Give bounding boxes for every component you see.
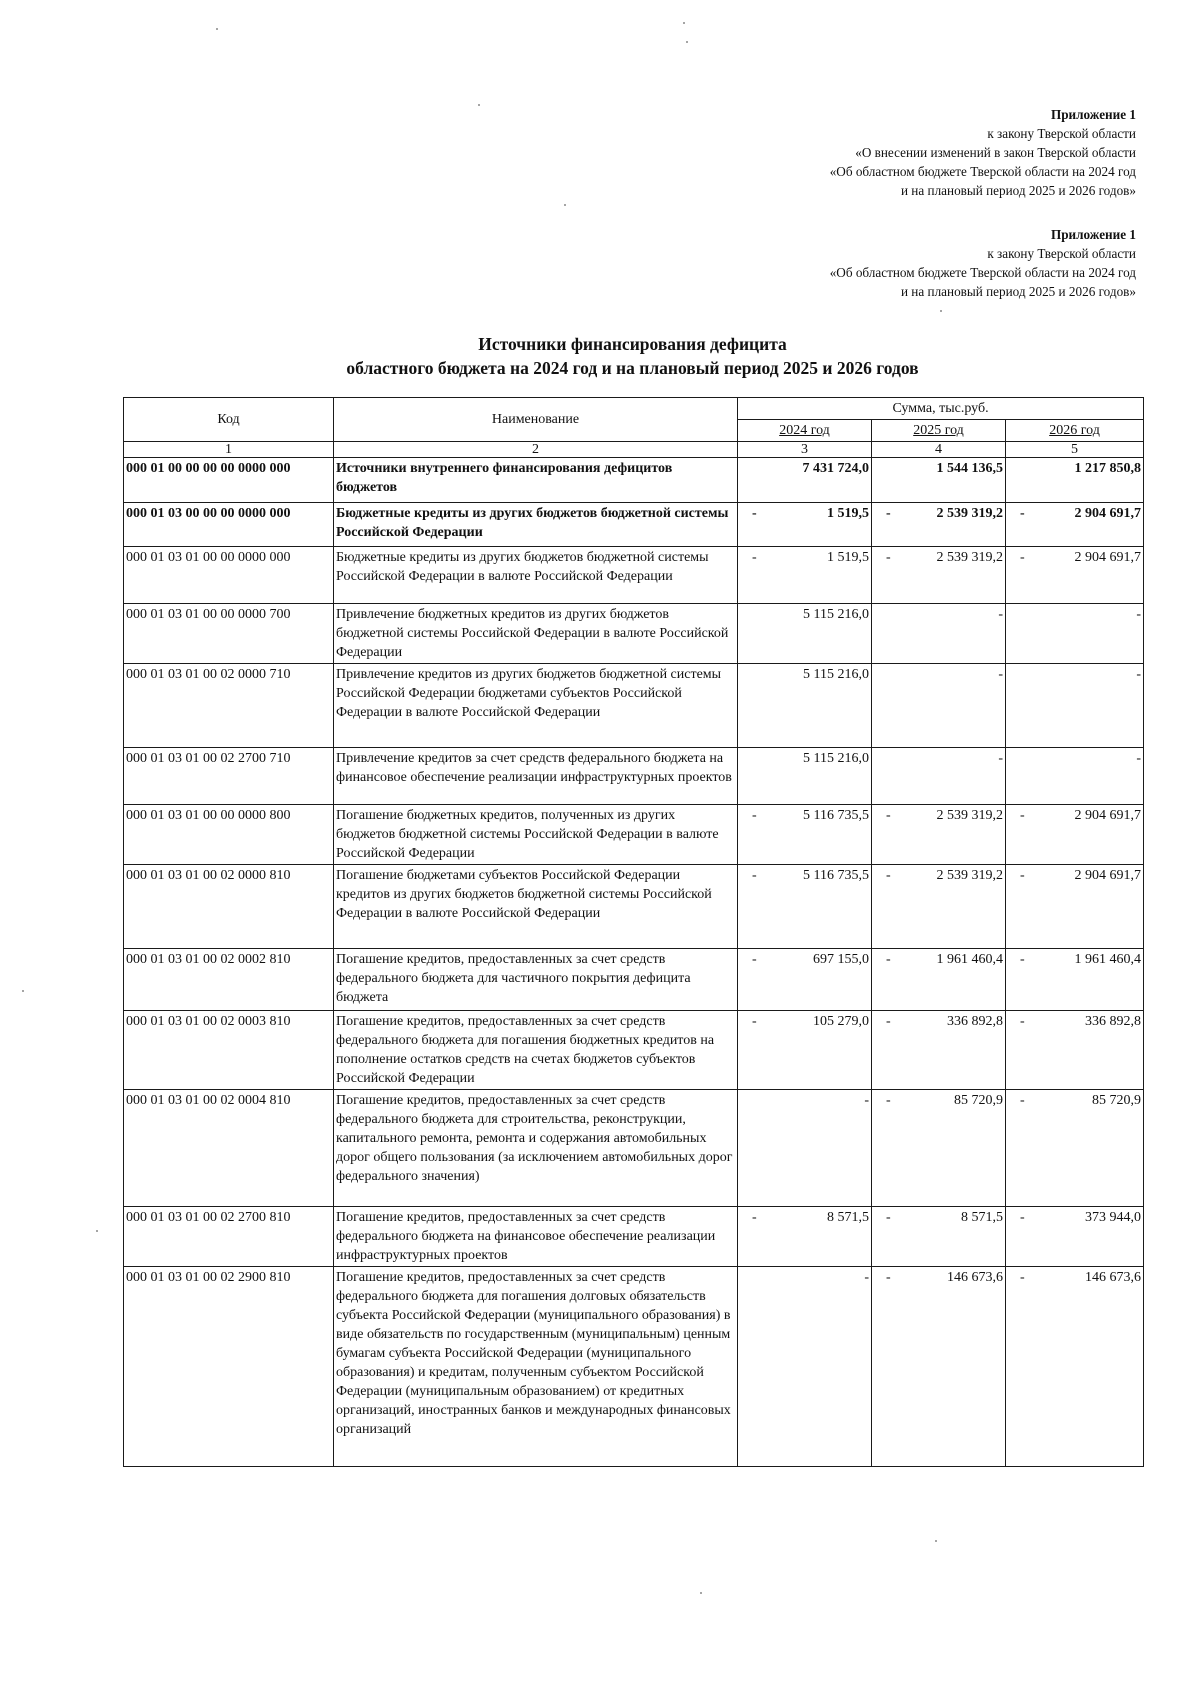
amount-2025 [872,458,1006,503]
row-code: 000 01 03 01 00 02 0000 710 [124,664,334,748]
amount-value: 2 904 691,7 [1074,506,1142,521]
negative-sign: - [886,550,891,565]
row-code: 000 01 03 01 00 02 0002 810 [124,949,334,1011]
year-label: 2024 год [779,423,830,438]
table-row [124,748,1144,805]
negative-sign: - [752,506,757,521]
scan-speck [564,204,566,206]
amount-2026 [1006,1267,1144,1467]
scan-speck [683,22,685,24]
amount-2024 [738,458,872,503]
appendix-line: к закону Тверской области [987,246,1136,261]
amount-2024 [738,805,872,865]
amount-value: 146 673,6 [1085,1270,1142,1285]
amount-value: 85 720,9 [954,1093,1003,1108]
amount-2025 [872,503,1006,547]
amount-2024 [738,503,872,547]
document-title-line: областного бюджета на 2024 год и на плановый период 2025 и 2026 годов [346,358,919,378]
amount-2026 [1006,664,1144,748]
amount-value: 2 539 319,2 [936,550,1003,565]
document-title [120,332,1145,380]
amount-value: 146 673,6 [947,1270,1003,1285]
amount-value: 336 892,8 [1085,1014,1142,1029]
appendix-line: и на плановый период 2025 и 2026 годов» [900,183,1136,198]
scan-speck [22,990,24,992]
column-header-2025 [872,420,1006,442]
row-name: Погашение кредитов, предоставленных за счет средств федерального бюджета для строительства, реконструкции, капитального ремонта, ремонта и содержания автомобильных дорог общего пользования (за исключением автомобильных дорог федерального значения) [334,1090,738,1207]
row-name: Погашение кредитов, предоставленных за счет средств федерального бюджета для погашения бюджетных кредитов на пополнение остатков средств на счетах бюджетов субъектов Российской Федерации [334,1011,738,1090]
negative-sign: - [1020,1270,1025,1285]
amount-value: 2 539 319,2 [936,506,1003,521]
amount-value: - [998,751,1003,766]
row-name: Бюджетные кредиты из других бюджетов бюджетной системы Российской Федерации в валюте Российской Федерации [334,547,738,604]
amount-2024 [738,547,872,604]
amount-2026 [1006,748,1144,805]
column-number: 1 [124,442,334,458]
amount-2026 [1006,458,1144,503]
row-code: 000 01 03 01 00 02 2900 810 [124,1267,334,1467]
appendix-line: к закону Тверской области [987,126,1136,141]
appendix-title: Приложение 1 [1050,107,1136,122]
amount-value: 2 539 319,2 [936,808,1003,823]
row-name: Привлечение кредитов из других бюджетов бюджетной системы Российской Федерации бюджетами субъектов Российской Федерации в валюте Российской Федерации [334,664,738,748]
amount-2026 [1006,805,1144,865]
row-name: Погашение кредитов, предоставленных за счет средств федерального бюджета для частичного покрытия дефицита бюджета [334,949,738,1011]
amount-2026 [1006,865,1144,949]
amount-2024 [738,865,872,949]
amount-2025 [872,1207,1006,1267]
amount-2025 [872,547,1006,604]
amount-2025 [872,664,1006,748]
negative-sign: - [752,868,757,883]
amount-value: 1 544 136,5 [936,461,1003,476]
row-name: Погашение бюджетами субъектов Российской Федерации кредитов из других бюджетов бюджетной системы Российской Федерации в валюте Российской Федерации [334,865,738,949]
amount-value: 1 961 460,4 [1074,952,1142,967]
row-code: 000 01 03 01 00 02 2700 810 [124,1207,334,1267]
amount-value: - [1136,667,1142,682]
row-code: 000 01 03 01 00 02 0003 810 [124,1011,334,1090]
amount-value: 5 116 735,5 [803,808,869,823]
amount-2026 [1006,503,1144,547]
negative-sign: - [886,1270,891,1285]
table-row [124,949,1144,1011]
amount-value: 5 115 216,0 [803,607,869,622]
row-code: 000 01 03 01 00 00 0000 000 [124,547,334,604]
amount-2025 [872,1090,1006,1207]
amount-value: 5 116 735,5 [803,868,869,883]
column-header-2026 [1006,420,1144,442]
amount-value: 5 115 216,0 [803,667,869,682]
appendix-block-amendment [616,105,1136,200]
appendix-line: «О внесении изменений в закон Тверской области [855,145,1136,160]
appendix-line: «Об областном бюджете Тверской области на 2024 год [829,265,1136,280]
negative-sign: - [752,1210,757,1225]
scan-speck [216,28,218,30]
negative-sign: - [886,808,891,823]
amount-value: 373 944,0 [1085,1210,1142,1225]
amount-value: 7 431 724,0 [802,461,869,476]
year-label: 2025 год [913,423,964,438]
negative-sign: - [1020,1014,1025,1029]
amount-2024 [738,664,872,748]
negative-sign: - [1020,868,1025,883]
amount-value: - [864,1093,869,1108]
row-code: 000 01 03 01 00 02 0004 810 [124,1090,334,1207]
amount-value: 85 720,9 [1092,1093,1142,1108]
amount-2024 [738,1267,872,1467]
amount-2025 [872,805,1006,865]
amount-value: - [864,1270,869,1285]
row-code: 000 01 03 01 00 00 0000 700 [124,604,334,664]
scan-speck [935,1540,937,1542]
row-code: 000 01 03 01 00 02 0000 810 [124,865,334,949]
negative-sign: - [886,1014,891,1029]
table-row [124,1090,1144,1207]
negative-sign: - [752,550,757,565]
table-row [124,664,1144,748]
amount-value: 1 961 460,4 [936,952,1003,967]
amount-2026 [1006,1090,1144,1207]
amount-2025 [872,604,1006,664]
amount-value: 2 904 691,7 [1074,550,1142,565]
table-row [124,805,1144,865]
row-name: Привлечение бюджетных кредитов из других бюджетов бюджетной системы Российской Федерации в валюте Российской Федерации [334,604,738,664]
column-header-name: Наименование [334,398,738,442]
table-row [124,865,1144,949]
amount-2025 [872,865,1006,949]
financing-sources-table [123,397,1144,1467]
column-number: 3 [738,442,872,458]
amount-2024 [738,1207,872,1267]
amount-value: 2 539 319,2 [936,868,1003,883]
row-name: Погашение бюджетных кредитов, полученных из других бюджетов бюджетной системы Российской Федерации в валюте Российской Федерации [334,805,738,865]
amount-value: 8 571,5 [827,1210,869,1225]
negative-sign: - [1020,808,1025,823]
column-number: 2 [334,442,738,458]
scan-speck [478,104,480,106]
year-label: 2026 год [1049,423,1100,438]
column-header-code: Код [124,398,334,442]
row-name: Привлечение кредитов за счет средств федерального бюджета на финансовое обеспечение реализации инфраструктурных проектов [334,748,738,805]
negative-sign: - [886,868,891,883]
amount-value: - [998,667,1003,682]
row-name: Погашение кредитов, предоставленных за счет средств федерального бюджета для погашения долговых обязательств субъекта Российской Федерации (муниципального образования) в виде обязательств по государственным (муниципальным) ценным бумагам субъекта Российской Федерации (муниципального образования) и кредитам, полученным субъектом Российской Федерации (муниципальным образованием) от кредитных организаций, иностранных банков и международных финансовых организаций [334,1267,738,1467]
row-name: Погашение кредитов, предоставленных за счет средств федерального бюджета на финансовое обеспечение реализации инфраструктурных проектов [334,1207,738,1267]
amount-value: 1 519,5 [827,550,869,565]
amount-2024 [738,1011,872,1090]
column-header-2024 [738,420,872,442]
table-row [124,1207,1144,1267]
scan-speck [686,41,688,43]
negative-sign: - [886,952,891,967]
table-row [124,1267,1144,1467]
scan-speck [700,1592,702,1594]
table-row [124,503,1144,547]
negative-sign: - [752,1014,757,1029]
negative-sign: - [886,1093,891,1108]
scan-speck [96,1230,98,1232]
amount-value: 105 279,0 [813,1014,869,1029]
negative-sign: - [752,952,757,967]
table-header-row [124,398,1144,420]
amount-2026 [1006,547,1144,604]
amount-2026 [1006,604,1144,664]
amount-2024 [738,748,872,805]
amount-value: 697 155,0 [813,952,869,967]
row-code: 000 01 03 00 00 00 0000 000 [124,503,334,547]
amount-value: 2 904 691,7 [1074,808,1142,823]
amount-2025 [872,949,1006,1011]
amount-2024 [738,1090,872,1207]
amount-value: - [998,607,1003,622]
amount-value: - [1136,607,1142,622]
column-number: 5 [1006,442,1144,458]
negative-sign: - [886,1210,891,1225]
appendix-line: и на плановый период 2025 и 2026 годов» [900,284,1136,299]
appendix-title: Приложение 1 [1050,227,1136,242]
column-number: 4 [872,442,1006,458]
negative-sign: - [1020,1210,1025,1225]
scan-speck [940,310,942,312]
amount-value: 8 571,5 [961,1210,1003,1225]
amount-value: 1 217 850,8 [1074,461,1142,476]
table-row [124,458,1144,503]
amount-2025 [872,748,1006,805]
amount-value: 5 115 216,0 [803,751,869,766]
amount-2025 [872,1267,1006,1467]
row-name: Бюджетные кредиты из других бюджетов бюджетной системы Российской Федерации [334,503,738,547]
row-code: 000 01 00 00 00 00 0000 000 [124,458,334,503]
column-header-sum: Сумма, тыс.руб. [738,398,1144,420]
amount-2026 [1006,949,1144,1011]
negative-sign: - [1020,506,1025,521]
amount-2026 [1006,1011,1144,1090]
amount-value: - [1136,751,1142,766]
column-number-row [124,442,1144,458]
table-row [124,1011,1144,1090]
negative-sign: - [886,506,891,521]
document-title-line: Источники финансирования дефицита [478,334,787,354]
appendix-line: «Об областном бюджете Тверской области на 2024 год [829,164,1136,179]
amount-value: 336 892,8 [947,1014,1003,1029]
row-code: 000 01 03 01 00 00 0000 800 [124,805,334,865]
amount-2024 [738,949,872,1011]
amount-value: 1 519,5 [827,506,869,521]
amount-2024 [738,604,872,664]
table-row [124,604,1144,664]
negative-sign: - [1020,550,1025,565]
amount-2026 [1006,1207,1144,1267]
amount-value: 2 904 691,7 [1074,868,1142,883]
negative-sign: - [752,808,757,823]
amount-2025 [872,1011,1006,1090]
table-row [124,547,1144,604]
appendix-block-original [616,225,1136,301]
negative-sign: - [1020,1093,1025,1108]
row-code: 000 01 03 01 00 02 2700 710 [124,748,334,805]
row-name: Источники внутреннего финансирования дефицитов бюджетов [334,458,738,503]
negative-sign: - [1020,952,1025,967]
